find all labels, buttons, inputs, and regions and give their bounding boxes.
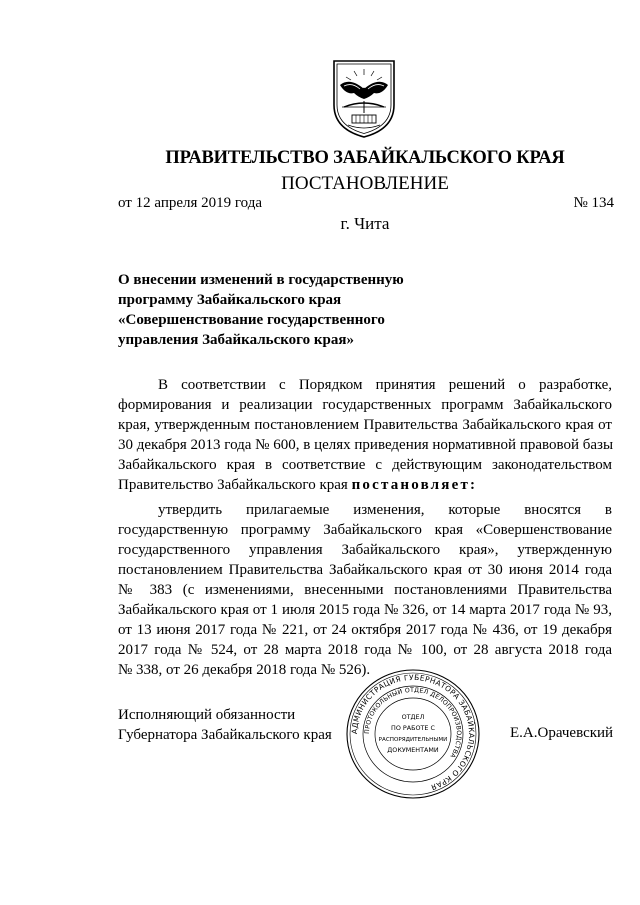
paragraph-line — [118, 475, 612, 495]
paragraph-line: № 383 (с изменениями, внесенными постановлениями Правительства — [118, 582, 612, 598]
document-type: ПОСТАНОВЛЕНИЕ — [281, 173, 449, 194]
paragraph-line: формирования и реализации государственных программ Забайкальского — [118, 397, 612, 413]
subject-line: «Совершенствование государственного — [118, 312, 385, 328]
paragraph-line: № 338, от 26 декабря 2018 года № 526). — [118, 662, 371, 678]
document-date: от 12 апреля 2019 года — [118, 195, 263, 211]
resolution-keyword: постановляет: — [351, 477, 478, 493]
signer-position-line: Исполняющий обязанности — [118, 707, 296, 723]
subject-line: управления Забайкальского края» — [118, 332, 354, 348]
signer-position — [118, 705, 332, 745]
paragraph-line: государственную программу Забайкальского края «Совершенствование — [118, 522, 612, 538]
paragraph-line-text: Правительство Забайкальского края — [118, 477, 352, 493]
paragraph-line: края, утвержденным постановлением Правительства Забайкальского края от — [118, 417, 612, 433]
document-subject — [118, 270, 438, 350]
paragraph-line: государственного управления Забайкальского края», утвержденную — [118, 542, 612, 558]
signer-position-line: Губернатора Забайкальского края — [118, 727, 332, 743]
paragraph-line: 2017 года № 524, от 28 марта 2018 года № 100, от 28 августа 2018 года — [118, 642, 612, 658]
subject-line: программу Забайкальского края — [118, 292, 342, 308]
official-stamp — [345, 667, 481, 801]
paragraph-line: от 13 июня 2017 года № 221, от 24 октября 2017 года № 436, от 19 декабря — [118, 622, 612, 638]
paragraph-line: утвердить прилагаемые изменения, которые вносятся в — [158, 502, 612, 518]
paragraph-line: Забайкальского края в соответствие с действующим законодательством — [118, 457, 612, 473]
paragraph-line: 30 декабря 2013 года № 600, в целях приведения нормативной правовой базы — [118, 437, 614, 453]
signer-name: Е.А.Орачевский — [510, 725, 614, 741]
subject-line: О внесении изменений в государственную — [118, 272, 404, 288]
stamp-inner-line: РАСПОРЯДИТЕЛЬНЫМИ — [378, 737, 448, 743]
stamp-outer-text: АДМИНИСТРАЦИЯ ГУБЕРНАТОРА ЗАБАЙКАЛЬСКОГО КРАЯ — [349, 672, 477, 793]
resolution-paragraph — [118, 500, 612, 680]
stamp-inner-line: ПО РАБОТЕ С — [391, 724, 435, 732]
paragraph-line: В соответствии с Порядком принятия решений о разработке, — [158, 377, 612, 393]
preamble-paragraph — [118, 375, 612, 495]
paragraph-line: постановлением Правительства Забайкальского края от 30 июня 2014 года — [118, 562, 612, 578]
document-city: г. Чита — [340, 214, 390, 233]
organization-title: ПРАВИТЕЛЬСТВО ЗАБАЙКАЛЬСКОГО КРАЯ — [165, 148, 565, 168]
coat-of-arms-emblem — [330, 55, 398, 139]
stamp-middle-text: ПРОТОКОЛЬНЫЙ ОТДЕЛ ДЕЛОПРОИЗВОДСТВА — [363, 686, 463, 760]
document-number: № 134 — [573, 195, 614, 211]
paragraph-line: Забайкальского края от 1 июля 2015 года № 326, от 14 марта 2017 года № 93, — [118, 602, 612, 618]
stamp-inner-line: ОТДЕЛ — [401, 713, 425, 721]
stamp-inner-line: ДОКУМЕНТАМИ — [387, 746, 439, 754]
